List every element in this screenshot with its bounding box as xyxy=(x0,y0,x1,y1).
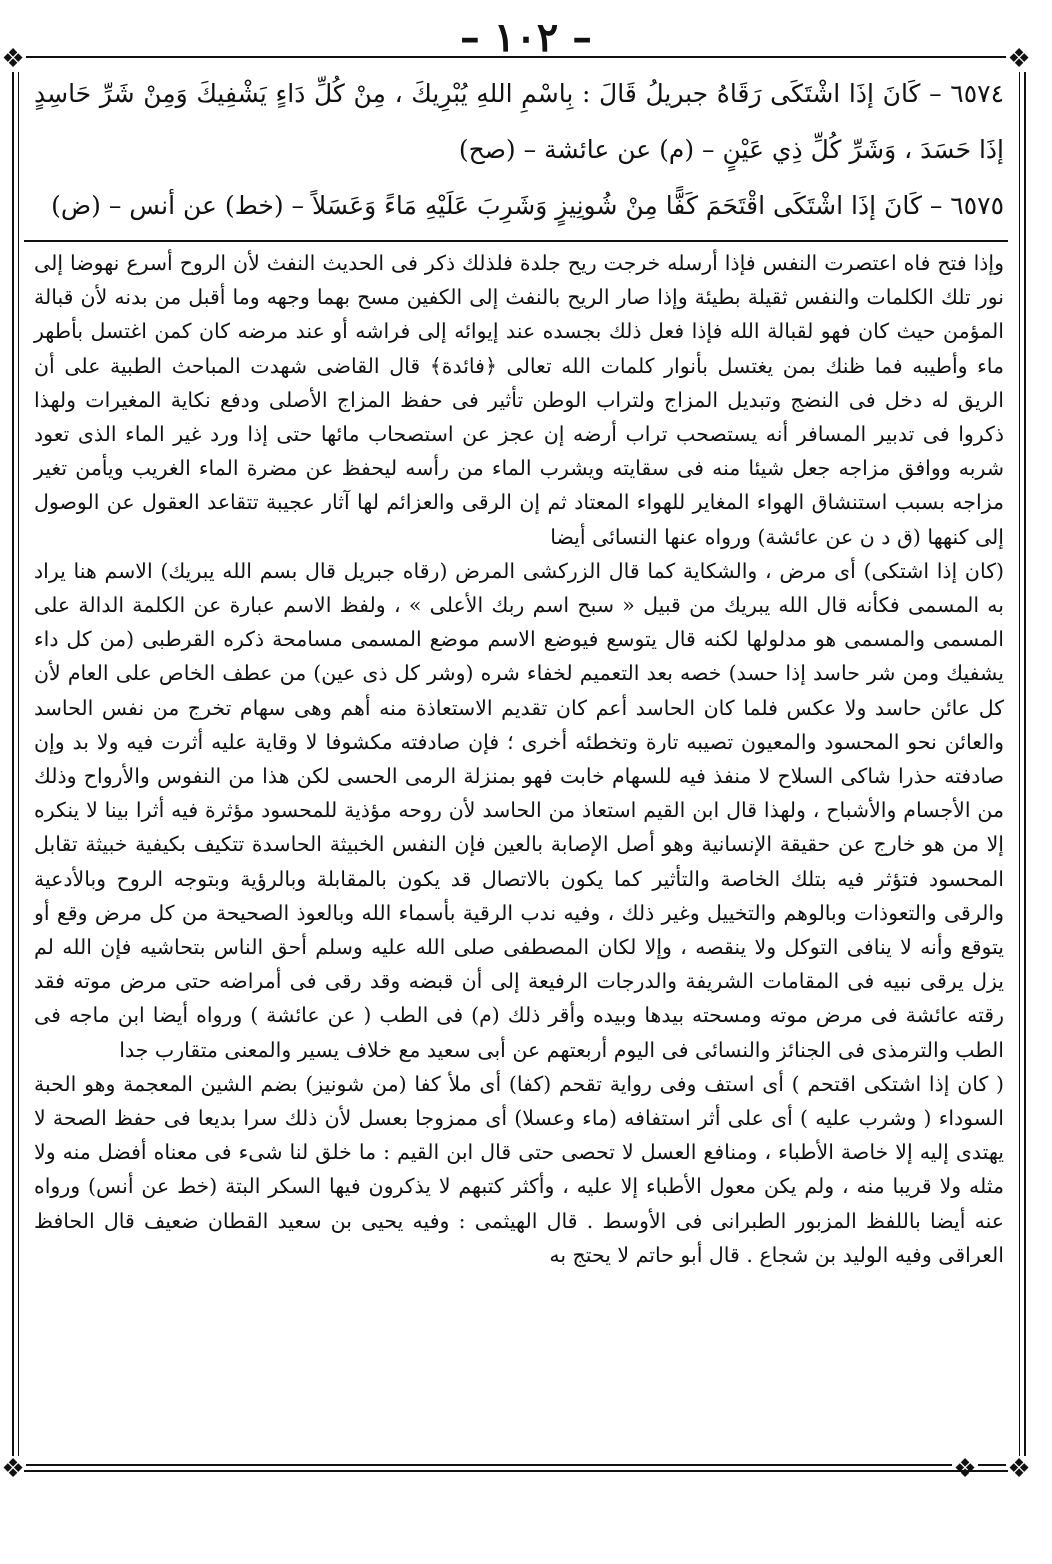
corner-ornament-icon: ❖ xyxy=(953,1454,977,1484)
commentary-paragraph: ( كان إذا اشتكى اقتحم ) أى استف وفى رواية تقحم (كفا) أى ملأ كفا (من شونيز) بضم الشين المعجمة وهو الحبة السوداء ( وشرب عليه ) أى على أثر استفافه (ماء وعسلا) أى ممزوجا بعسل لأن ذلك سرا بديعا فى حفظ الصحة لا يهتدى إليه إلا خاصة الأطباء ، ومنافع العسل لا تحصى حتى قال ابن القيم : ما خلق لنا شىء فى معناه أفضل منه ولا مثله ولا قريبا منه ، ولم يكن معول الأطباء إلا عليه ، وأكثر كتبهم لا يذكرون فيها السكر البتة (خط عن أنس) ورواه عنه أيضا باللفظ المزبور الطبرانى فى الأوسط . قال الهيثمى : وفيه يحيى بن سعيد القطان ضعيف قال الحافظ العراقى وفيه الوليد بن شجاع . قال أبو حاتم لا يحتج به xyxy=(34,1071,1004,1267)
section-divider xyxy=(24,240,1008,242)
corner-ornament-icon: ❖ xyxy=(1,44,25,74)
page-number: – ١٠٢ – xyxy=(459,14,593,61)
bottom-rule xyxy=(24,1470,1008,1472)
commentary-block xyxy=(34,246,1004,1272)
corner-ornament-icon: ❖ xyxy=(1007,1454,1031,1484)
commentary-paragraph: وإذا فتح فاه اعتصرت النفس فإذا أرسله خرجت ريح جلدة فلذلك ذكر فى الحديث النفث لأن الروح أسرع نهوضا إلى نور تلك الكلمات والنفس ثقيلة بطيئة وإذا صار الريح بالنفث إلى الكفين مسح بهما وجهه وما أقبل من بدنه لأن قبالة المؤمن حيث كان فهو لقبالة الله فإذا فعل ذلك بجسده عند إيوائه إلى فراشه أو عند مرضه كان كمن اغتسل بأطهر ماء وأطيبه فما ظنك بمن يغتسل بأنوار كلمات الله تعالى ﴿فائدة﴾ قال القاضى شهدت المباحث الطبية على أن الريق له دخل فى النضج وتبديل المزاج ولتراب الوطن تأثير فى حفظ المزاج الأصلى ودفع نكاية المغيرات ولهذا ذكروا فى تدبير المسافر أنه يستصحب تراب أرضه إن عجز عن استصحاب مائها حتى إذا ورد غير الماء الذى تعود شربه ووافق مزاجه جعل شيئا منه فى سقايته ويشرب الماء من رأسه ليحفظ عن مضرة الماء الغريب ويأمن تغير مزاجه بسبب استنشاق الهواء المغاير للهواء المعتاد ثم إن الرقى والعزائم لها آثار عجيبة تتقاعد العقول عن الوصول إلى كنهها (ق د ن عن عائشة) ورواه عنها النسائى أيضا xyxy=(34,251,1004,549)
commentary-paragraph: (كان إذا اشتكى) أى مرض ، والشكاية كما قال الزركشى المرض (رقاه جبريل قال بسم الله يبريك) الاسم هنا يراد به المسمى فكأنه قال الله يبريك من قبيل « سبح اسم ربك الأعلى » ، ولفظ الاسم عبارة عن الكلمة الدالة على المسمى والمسمى هو مدلولها لكنه قال يتوسع فيوضع الاسم موضع المسمى مسامحة ذكره القرطبى (من كل داء يشفيك ومن شر حاسد إذا حسد) خصه بعد التعميم لخفاء شره (وشر كل ذى عين) من عطف الخاص على العام لأن كل عائن حاسد ولا عكس فلما كان الحاسد أعم كان تقديم الاستعاذة منه أهم وهى سهام تخرج من نفس الحاسد والعائن نحو المحسود والمعيون تصيبه تارة وتخطئه أخرى ؛ فإن صادفته مكشوفا لا وقاية عليه أثرت فيه ولا بد وإن صادفته حذرا شاكى السلاح لا منفذ فيه للسهام خابت فهو بمنزلة الرمى الحسى لكن هذا من النفوس والأرواح وذلك من الأجسام والأشباح ، ولهذا قال ابن القيم استعاذ من الحاسد لأن روحه مؤذية للمحسود مؤثرة فيه أثرا بينا لا ينكره إلا من هو خارج عن حقيقة الإنسانية وهو أصل الإصابة بالعين فإن النفس الخبيثة الحاسدة تتكيف بكيفية خبيثة تقابل المحسود فتؤثر فيه بتلك الخاصة والتأثير كما يكون بالاتصال قد يكون بالمقابلة وبالرؤية وبتوجه الروح وبالأدعية والرقى والتعوذات وبالوهم والتخييل وغير ذلك ، وفيه ندب الرقية بأسماء الله وبالعوذ الصحيحة من كل مرض وقع أو يتوقع وأنه لا ينافى التوكل ولا ينقصه ، وإلا لكان المصطفى صلى الله عليه وسلم أحق الناس بتحاشيه فإن الله لم يزل يرقى نبيه فى المقامات الشريفة والدرجات الرفيعة إلى أن قبضه وقد رقى فى أمراضه حتى مرض موته فقد رقته عائشة فى مرض موته ومسحته بيدها وبيده وأقر ذلك (م) فى الطب ( عن عائشة ) ورواه أيضا ابن ماجه فى الطب والترمذى فى الجنائز والنسائى فى اليوم أربعتهم عن أبى سعيد مع خلاف يسير والمعنى متقارب جدا xyxy=(34,558,1004,1062)
corner-ornament-icon: ❖ xyxy=(1,1454,25,1484)
hadith-6574: ٦٥٧٤ – كَانَ إذَا اشْتَكَى رَقَاهُ جبريلُ قَالَ : بِاسْمِ اللهِ يُبْرِيكَ ، مِنْ كُلِّ دَاءٍ يَشْفِيكَ وَمِنْ شَرِّ حَاسِدٍ إذَا حَسَدَ ، وَشَرِّ كُلِّ ذِي عَيْنٍ – (م) عن عائشة – (صح) xyxy=(34,79,1004,164)
corner-ornament-icon: ❖ xyxy=(1007,44,1031,74)
hadith-text-block xyxy=(34,66,1004,234)
hadith-6575: ٦٥٧٥ – كَانَ إذَا اشْتَكَى اقْتَحَمَ كَفًّا مِنْ شُونِيزٍ وَشَرِبَ عَلَيْهِ مَاءً وَعَسَلاً – (خط) عن أنس – (ض) xyxy=(51,191,1004,220)
